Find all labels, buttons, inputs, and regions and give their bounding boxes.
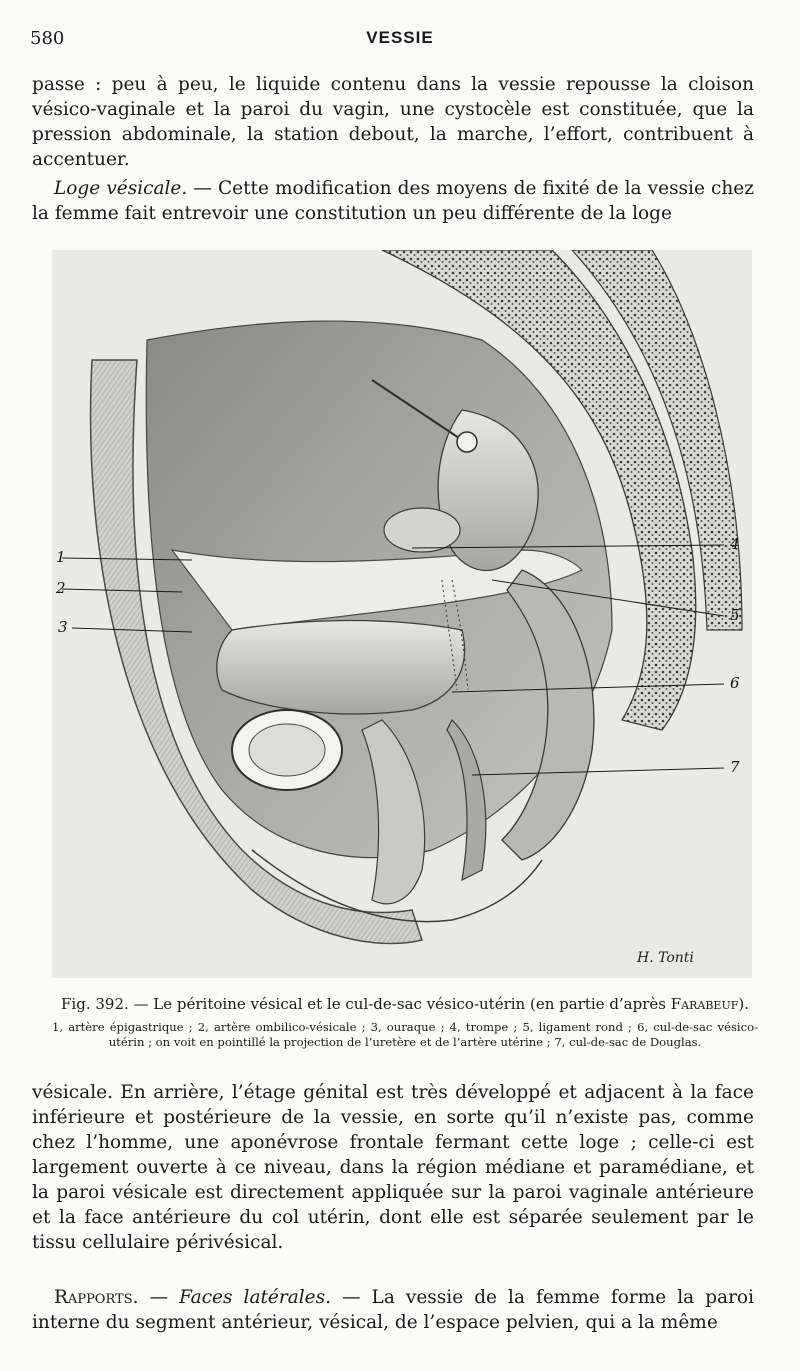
paragraph-rapports-text: — La vessie de la femme forme la paroi interne du segment antérieur, vésical, de l’espace pelvien, qui a la même xyxy=(32,1287,754,1333)
pelvis-sagittal-engraving xyxy=(52,250,752,978)
caption-author: Farabeuf xyxy=(670,995,739,1013)
forceps-ring xyxy=(457,432,477,452)
ovary xyxy=(384,508,460,552)
figure-label-7: 7 xyxy=(730,758,740,776)
figure-label-6: 6 xyxy=(730,674,740,692)
paragraph-rapports: Rapports. — Faces latérales. — La vessie de la femme forme la paroi interne du segment antérieur, vésical, de l’espace pelvien, qui a la même xyxy=(32,1287,754,1333)
page-number: 580 xyxy=(30,28,65,49)
pubic-bone-core xyxy=(249,724,325,776)
figure-label-3: 3 xyxy=(58,618,68,636)
paragraph-cystocele: passe : peu à peu, le liquide contenu dans la vessie repousse la cloison vésico-vaginale et la paroi du vagin, une cystocèle est constituée, que la pression abdominale, la station debout, la marche, l’effort, contribuent à accentuer. xyxy=(32,74,754,170)
section-heading-loge: Loge vésicale. xyxy=(54,178,188,199)
bladder xyxy=(217,621,465,714)
running-head xyxy=(0,28,800,54)
figure-legend: 1, artère épigastrique ; 2, artère ombilico-vésicale ; 3, ouraque ; 4, trompe ; 5, ligament rond ; 6, cul-de-sac vésico-utérin ; on voit en pointillé la projection de l’uretère et de l’artère utérine ; 7, cul-de-sac de Douglas. xyxy=(52,1020,758,1049)
caption-suffix: ). xyxy=(738,995,749,1013)
caption-prefix: Fig. 392. — Le péritoine vésical et le cul-de-sac vésico-utérin (en partie d’après xyxy=(61,995,671,1013)
figure-label-1: 1 xyxy=(56,548,66,566)
anatomical-figure xyxy=(52,250,752,978)
running-title: VESSIE xyxy=(366,28,434,47)
figure-label-5: 5 xyxy=(730,606,740,624)
figure-label-2: 2 xyxy=(56,579,66,597)
paragraph-loge-vesicale xyxy=(32,176,754,226)
artist-signature: H. Tonti xyxy=(637,950,694,966)
paragraph-vesicale: vésicale. En arrière, l’étage génital est très développé et adjacent à la face inférieure et postérieure de la vessie, en sorte qu’il n’existe pas, comme chez l’homme, une aponévrose frontale fermant cette loge ; celle-ci est largement ouverte à ce niveau, dans la région médiane et paramédiane, et la paroi vésicale est directement appliquée sur la paroi vaginale antérieure et la face antérieure du col utérin, dont elle est séparée seulement par le tissu cellulaire périvésical. xyxy=(32,1082,754,1253)
paragraph-loge-text: — Cette modification des moyens de fixité de la vessie chez la femme fait entrevoir une constitution un peu différente de la loge xyxy=(32,178,754,224)
figure-label-4: 4 xyxy=(730,535,740,553)
subheading-faces-laterales: Faces latérales. xyxy=(179,1287,331,1308)
figure-caption xyxy=(52,995,758,1013)
section-heading-rapports: Rapports. xyxy=(54,1287,139,1308)
